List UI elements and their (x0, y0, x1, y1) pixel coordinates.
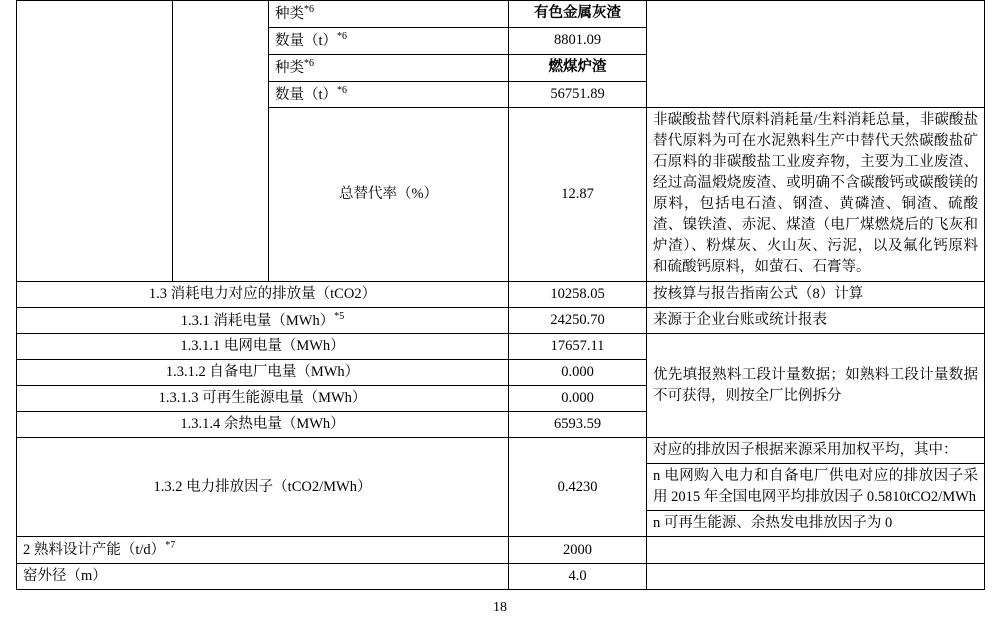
section-1-3-2-value: 0.4230 (509, 438, 647, 537)
row-label (269, 27, 509, 54)
section-1-3-1-1-label: 1.3.1.1 电网电量（MWh） (17, 334, 509, 360)
table-row (17, 1, 985, 28)
page-number: 18 (493, 600, 507, 615)
table-row (17, 281, 985, 307)
row-label-text: 数量（t） (275, 32, 338, 49)
section-1-3-1-4-value: 6593.59 (509, 412, 647, 438)
row-label (269, 81, 509, 108)
subrows-note: 优先填报熟料工段计量数据；如熟料工段计量数据不可获得，则按全厂比例拆分 (647, 334, 985, 438)
section-1-3-1-1-value: 17657.11 (509, 334, 647, 360)
section-1-3-1-superscript: *5 (334, 310, 345, 322)
kiln-diameter-label: 窑外径（m） (17, 564, 509, 590)
emissions-data-table (16, 0, 985, 590)
row-label-text: 种类 (275, 5, 304, 22)
row-label-superscript: *6 (337, 84, 348, 96)
table-row (17, 307, 985, 334)
section-2-superscript: *7 (165, 540, 176, 552)
row-value: 8801.09 (509, 27, 647, 54)
section-1-3-value: 10258.05 (509, 281, 647, 307)
row-label (269, 1, 509, 28)
section-1-3-1-3-value: 0.000 (509, 386, 647, 412)
row-label-superscript: *6 (304, 4, 314, 15)
section-1-3-label (17, 281, 509, 307)
row-value: 12.87 (509, 108, 647, 281)
section-2-label (17, 537, 509, 564)
section-1-3-1-value: 24250.70 (509, 307, 647, 334)
section-1-3-1-2-value: 0.000 (509, 360, 647, 386)
section-1-3-1-label-text: 1.3.1 消耗电量（MWh） (180, 312, 335, 329)
table-row (17, 334, 985, 360)
row-label (269, 108, 509, 281)
table-row (17, 438, 985, 464)
section-1-3-1-note: 来源于企业台账或统计报表 (647, 307, 985, 334)
empty-note-cell (647, 1, 985, 108)
section-1-3-2-label-text: 1.3.2 电力排放因子（tCO2/MWh） (153, 478, 372, 495)
section-1-3-1-label (17, 307, 509, 334)
row-label-text: 数量（t） (275, 86, 338, 103)
kiln-diameter-value: 4.0 (509, 564, 647, 590)
section-2-value: 2000 (509, 537, 647, 564)
table-row (17, 537, 985, 564)
section-1-3-2-note-line-1: 对应的排放因子根据来源采用加权平均，其中： (647, 438, 985, 464)
inner-spacer-cell (173, 1, 269, 282)
row-value: 有色金属灰渣 (509, 1, 647, 28)
row-label-text: 总替代率（%） (338, 185, 439, 202)
section-1-3-note: 按核算与报告指南公式（8）计算 (647, 281, 985, 307)
row-label-superscript: *6 (337, 30, 348, 42)
row-label-superscript: *6 (304, 57, 314, 69)
section-1-3-label-text: 1.3 消耗电力对应的排放量（tCO2） (148, 285, 377, 302)
section-1-3-1-3-label: 1.3.1.3 可再生能源电量（MWh） (17, 386, 509, 412)
row-value: 56751.89 (509, 81, 647, 108)
section-2-note (647, 537, 985, 564)
outer-spacer-cell (17, 1, 173, 282)
section-1-3-2-note-line-2: n 电网购入电力和自备电厂供电对应的排放因子采用 2015 年全国电网平均排放因子 0.5810tCO2/MWh (647, 464, 985, 511)
section-1-3-1-4-label: 1.3.1.4 余热电量（MWh） (17, 412, 509, 438)
section-2-label-text: 2 熟料设计产能（t/d） (23, 542, 166, 559)
table-row (17, 564, 985, 590)
section-1-3-2-label (17, 438, 509, 537)
section-1-3-2-note-line-3: n 可再生能源、余热发电排放因子为 0 (647, 511, 985, 537)
row-value: 燃煤炉渣 (509, 54, 647, 81)
row-note: 非碳酸盐替代原料消耗量/生料消耗总量，非碳酸盐替代原料为可在水泥熟料生产中替代天然碳酸盐矿石原料的非碳酸盐工业废弃物，主要为工业废渣、经过高温煅烧废渣、或明确不含碳酸钙或碳酸镁的原料，包括电石渣、钢渣、黄磷渣、铜渣、硫酸渣、镍铁渣、赤泥、煤渣（电厂煤燃烧后的飞灰和炉渣）、粉煤灰、火山灰、污泥，以及氟化钙原料和硫酸钙原料，如萤石、石膏等。 (647, 108, 985, 281)
kiln-diameter-note (647, 564, 985, 590)
row-label-text: 种类 (275, 59, 304, 76)
row-label (269, 54, 509, 81)
section-1-3-1-2-label: 1.3.1.2 自备电厂电量（MWh） (17, 360, 509, 386)
